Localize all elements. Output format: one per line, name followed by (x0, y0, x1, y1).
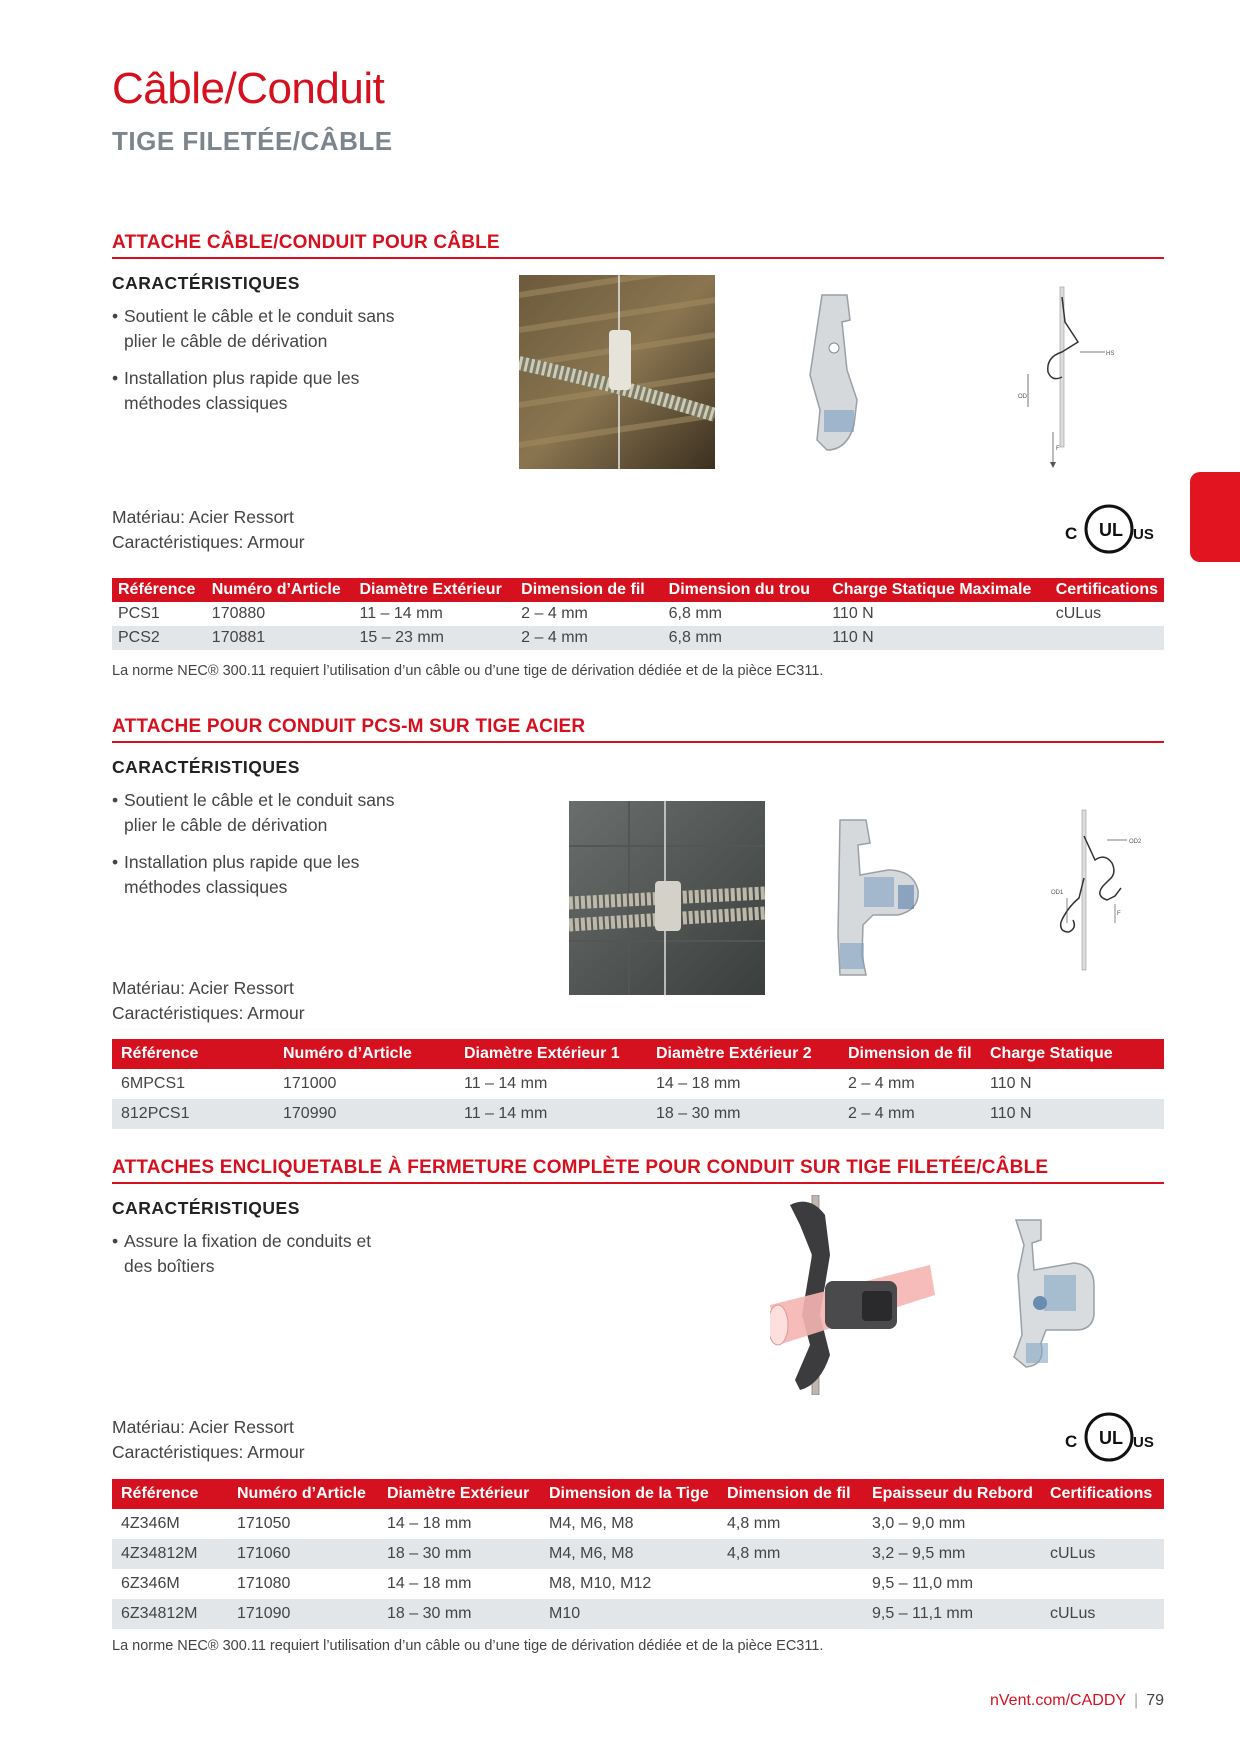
table-cell: 171060 (231, 1539, 381, 1569)
section-3-rule (112, 1182, 1164, 1184)
bullet-item: • Assure la fixation de conduits et des boîtiers (112, 1231, 372, 1276)
col-header: Numéro d’Article (231, 1479, 381, 1509)
page-footer (990, 1692, 1164, 1710)
table-cell: 9,5 – 11,0 mm (872, 1575, 974, 1592)
spec-table-2 (112, 1039, 1164, 1129)
col-header: Dimension de fil (515, 578, 662, 602)
table-cell: M4, M6, M8 (543, 1539, 721, 1569)
table-cell: 6,8 mm (668, 605, 722, 622)
table-cell: 3,2 – 9,5 mm (866, 1539, 1044, 1569)
table-row (112, 626, 1164, 650)
table-cell: 170880 (211, 605, 266, 622)
col-header: Epaisseur du Rebord (866, 1479, 1044, 1509)
table-cell: 2 – 4 mm (521, 605, 588, 622)
svg-text:US: US (1133, 1434, 1154, 1451)
svg-text:UL: UL (1099, 520, 1123, 540)
section-1-material (112, 505, 305, 555)
spec-table-3 (112, 1479, 1164, 1629)
table-cell: 4Z34812M (112, 1539, 231, 1569)
page-subtitle: TIGE FILETÉE/CÂBLE (112, 126, 393, 156)
cul-us-mark-1 (1063, 503, 1155, 555)
col-header: Diamètre Extérieur (381, 1479, 543, 1509)
table-row (112, 1539, 1164, 1569)
table-cell (1044, 1569, 1164, 1599)
col-header: Diamètre Extérieur (354, 578, 516, 602)
table-cell: 6Z34812M (112, 1599, 231, 1629)
product-photo-1 (519, 275, 715, 469)
table-cell: 171050 (237, 1515, 291, 1532)
section-3-material (112, 1415, 305, 1465)
section-3-title: ATTACHES ENCLIQUETABLE À FERMETURE COMPLÈTE POUR CONDUIT SUR TIGE FILETÉE/CÂBLE (112, 1157, 1049, 1178)
table-cell: cULus (1044, 1599, 1164, 1629)
table-row (112, 1099, 1164, 1129)
characteristics-text: Caractéristiques: Armour (112, 532, 305, 552)
table-row (112, 602, 1164, 626)
table-cell: 11 – 14 mm (458, 1099, 650, 1129)
table-cell: 4,8 mm (727, 1515, 781, 1532)
col-header: Dimension du trou (663, 578, 827, 602)
col-header: Diamètre Extérieur 1 (458, 1039, 650, 1069)
section-2-bullets (112, 788, 424, 912)
table-header-row (112, 578, 1164, 602)
table-cell: PCS2 (112, 626, 206, 650)
col-header: Dimension de fil (842, 1039, 984, 1069)
table-cell: M8, M10, M12 (549, 1575, 652, 1592)
col-header: Référence (112, 1479, 231, 1509)
table-cell: 14 – 18 mm (387, 1575, 472, 1592)
svg-text:C: C (1065, 1432, 1078, 1451)
cul-us-mark-2 (1063, 1411, 1155, 1463)
col-header: Référence (112, 578, 206, 602)
section-2-rule (112, 741, 1164, 743)
svg-text:C: C (1065, 524, 1078, 543)
section-2-features-heading: CARACTÉRISTIQUES (112, 757, 300, 777)
table-cell: M4, M6, M8 (549, 1515, 634, 1532)
table-cell: 110 N (990, 1075, 1032, 1092)
section-3-note: La norme NEC® 300.11 requiert l’utilisation d’un câble ou d’une tige de dérivation dédiée et de la pièce EC311. (112, 1638, 824, 1654)
col-header: Numéro d’Article (277, 1039, 458, 1069)
bullet-item: • Soutient le câble et le conduit sans plier le câble de dérivation (112, 306, 395, 351)
table-cell: 110 N (826, 626, 1050, 650)
table-cell: 18 – 30 mm (381, 1599, 543, 1629)
table-row (112, 1069, 1164, 1099)
table-cell: 14 – 18 mm (387, 1515, 472, 1532)
section-3-features-heading: CARACTÉRISTIQUES (112, 1198, 300, 1218)
svg-text:US: US (1133, 526, 1154, 543)
table-cell: 3,0 – 9,0 mm (872, 1515, 966, 1532)
table-cell: PCS1 (118, 605, 160, 622)
table-cell: 6,8 mm (663, 626, 827, 650)
col-header: Certifications (1050, 578, 1164, 602)
product-clip-3 (1006, 1215, 1116, 1375)
svg-text:OD1: OD1 (1051, 890, 1064, 896)
svg-text:OD2: OD2 (1129, 839, 1142, 845)
svg-text:F: F (1056, 446, 1060, 452)
table-cell: 170881 (206, 626, 354, 650)
table-header-row (112, 1479, 1164, 1509)
section-2-material (112, 976, 305, 1026)
bullet-item: • Installation plus rapide que les méthodes classiques (112, 368, 360, 413)
table-row (112, 1569, 1164, 1599)
col-header: Dimension de fil (721, 1479, 866, 1509)
table-cell: cULus (1044, 1539, 1164, 1569)
section-1-title: ATTACHE CÂBLE/CONDUIT POUR CÂBLE (112, 232, 500, 253)
table-cell: 170990 (277, 1099, 458, 1129)
svg-text:UL: UL (1099, 1428, 1123, 1448)
table-cell: 15 – 23 mm (354, 626, 516, 650)
col-header: Charge Statique Maximale (826, 578, 1050, 602)
table-cell: 4Z346M (121, 1515, 180, 1532)
product-clip-2 (818, 815, 938, 985)
chapter-tab (1190, 472, 1240, 562)
characteristics-text: Caractéristiques: Armour (112, 1003, 305, 1023)
table-cell: cULus (1055, 605, 1102, 622)
spec-table-1 (112, 578, 1164, 650)
section-1-rule (112, 257, 1164, 259)
footer-separator: | (1134, 1692, 1139, 1709)
table-row (112, 1599, 1164, 1629)
material-text: Matériau: Acier Ressort (112, 507, 294, 527)
table-cell: 11 – 14 mm (464, 1075, 548, 1092)
table-cell (721, 1569, 866, 1599)
table-cell: 2 – 4 mm (848, 1075, 915, 1092)
col-header: Numéro d’Article (206, 578, 354, 602)
svg-text:F: F (1117, 911, 1121, 917)
table-cell: 9,5 – 11,1 mm (866, 1599, 1044, 1629)
section-2-title: ATTACHE POUR CONDUIT PCS-M SUR TIGE ACIER (112, 716, 586, 737)
section-3-bullets (112, 1229, 404, 1291)
table-cell: 110 N (832, 605, 874, 622)
svg-text:HS: HS (1106, 351, 1115, 357)
table-cell: M10 (543, 1599, 721, 1629)
table-cell: 6MPCS1 (121, 1075, 186, 1092)
product-photo-2 (569, 801, 765, 995)
table-row (112, 1509, 1164, 1539)
material-text: Matériau: Acier Ressort (112, 1417, 294, 1437)
table-cell: 2 – 4 mm (842, 1099, 984, 1129)
table-cell (721, 1599, 866, 1629)
section-1-note: La norme NEC® 300.11 requiert l’utilisation d’un câble ou d’une tige de dérivation dédiée et de la pièce EC311. (112, 663, 824, 679)
col-header: Charge Statique (984, 1039, 1164, 1069)
bullet-item: • Installation plus rapide que les méthodes classiques (112, 852, 360, 897)
table-cell: 14 – 18 mm (656, 1075, 741, 1092)
table-cell: 171090 (231, 1599, 381, 1629)
table-cell (1044, 1509, 1164, 1539)
product-clip-1 (802, 290, 882, 460)
dimension-drawing-1 (1010, 282, 1120, 472)
table-cell (1050, 626, 1164, 650)
table-cell: 171000 (283, 1075, 337, 1092)
page-number: 79 (1146, 1692, 1164, 1709)
table-cell: 6Z346M (121, 1575, 180, 1592)
section-1-features-heading: CARACTÉRISTIQUES (112, 273, 300, 293)
page-title: Câble/Conduit (112, 64, 385, 113)
snap-clip-illustration (770, 1195, 940, 1395)
table-header-row (112, 1039, 1164, 1069)
characteristics-text: Caractéristiques: Armour (112, 1442, 305, 1462)
col-header: Référence (112, 1039, 277, 1069)
dimension-drawing-2 (1037, 808, 1157, 973)
table-cell: 11 – 14 mm (359, 605, 443, 622)
table-cell: 2 – 4 mm (515, 626, 662, 650)
col-header: Diamètre Extérieur 2 (650, 1039, 842, 1069)
material-text: Matériau: Acier Ressort (112, 978, 294, 998)
table-cell: 812PCS1 (112, 1099, 277, 1129)
section-1-bullets (112, 304, 424, 428)
col-header: Dimension de la Tige (543, 1479, 721, 1509)
svg-text:OD: OD (1018, 394, 1027, 400)
footer-site-link[interactable]: nVent.com/CADDY (989, 1692, 1127, 1709)
table-cell: 18 – 30 mm (650, 1099, 842, 1129)
table-cell: 110 N (984, 1099, 1164, 1129)
table-cell: 4,8 mm (721, 1539, 866, 1569)
table-cell: 18 – 30 mm (381, 1539, 543, 1569)
col-header: Certifications (1044, 1479, 1164, 1509)
bullet-item: • Soutient le câble et le conduit sans plier le câble de dérivation (112, 790, 395, 835)
table-cell: 171080 (237, 1575, 291, 1592)
